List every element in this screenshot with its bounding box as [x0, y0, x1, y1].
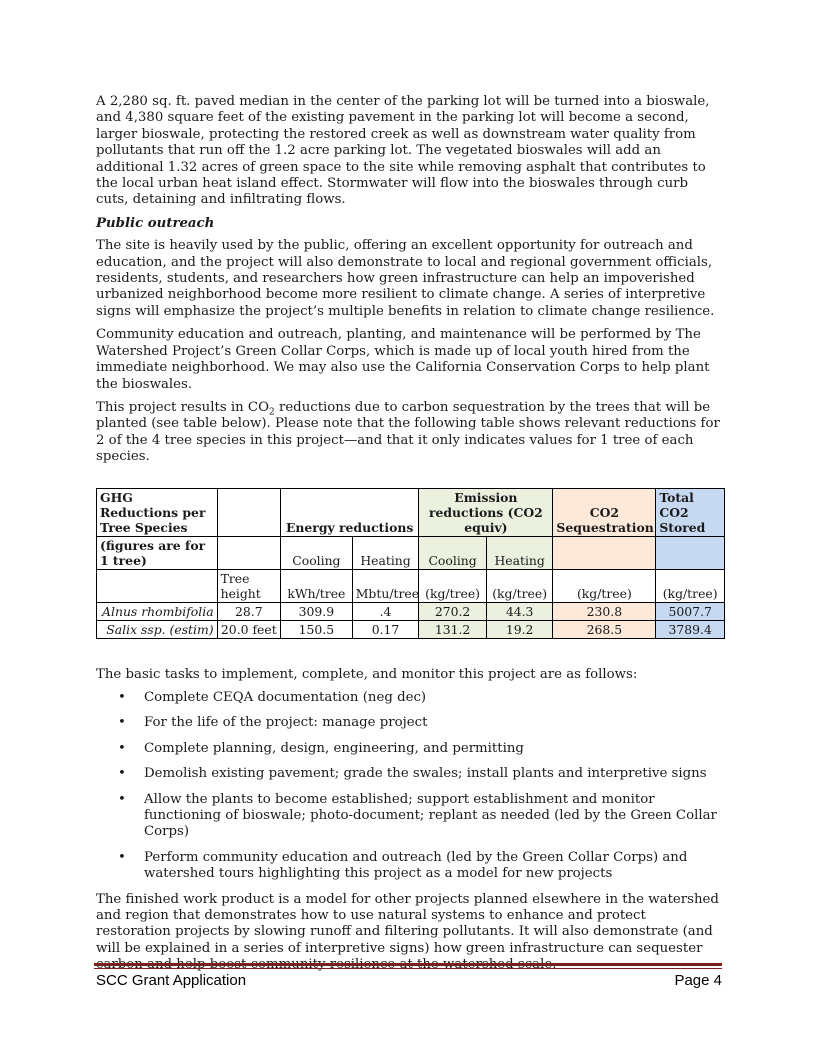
emission-cooling-value: 131.2	[419, 620, 487, 638]
paragraph-bioswale: A 2,280 sq. ft. paved median in the center of the parking lot will be turned into a bioswale, and 4,380 square feet of the existing pavement in the parking lot will become a second, larger bioswale, protecting the restored creek as well as downstream water quality from pollutants that run off the 1.2 acre parking lot. The vegetated bioswales will add an additional 1.32 acres of green space to the site while removing asphalt that contributes to the local urban heat island effect. Stormwater will flow into the bioswales through curb cuts, detaining and infiltrating flows.	[96, 94, 710, 208]
emission-heating-value: 44.3	[486, 602, 553, 620]
tree-height: 28.7	[217, 602, 280, 620]
list-item: • For the life of the project: manage project	[144, 715, 722, 731]
energy-cooling-value: 150.5	[281, 620, 353, 638]
header-empty	[217, 488, 280, 536]
header-empty	[553, 536, 656, 569]
species-name: Alnus rhombifolia	[97, 602, 218, 620]
emission-heating-value: 19.2	[486, 620, 553, 638]
sequestration-value: 230.8	[553, 602, 656, 620]
footer-rule	[94, 963, 722, 966]
footer-title: SCC Grant Application	[96, 972, 247, 989]
page-number: Page 4	[674, 972, 722, 989]
table-header-row	[97, 488, 725, 536]
sequestration-value: 268.5	[553, 620, 656, 638]
table-subheader-row	[97, 536, 725, 569]
species-name: Salix ssp. (estim)	[97, 620, 218, 638]
emission-cooling-value: 270.2	[419, 602, 487, 620]
header-emission: Emission reductions (CO2 equiv)	[419, 488, 553, 536]
list-item: • Demolish existing pavement; grade the swales; install plants and interpretive signs	[144, 766, 722, 782]
unit-kwh: kWh/tree	[281, 569, 353, 602]
table-units-row	[97, 569, 725, 602]
co2-subscript: 2	[269, 407, 275, 418]
page-footer	[96, 972, 722, 989]
paragraph-finished-product: The finished work product is a model for other projects planned elsewhere in the watershed and region that demonstrates how to use natural systems to enhance and protect restoration projects by slowing runoff and filtering pollutants. It will also demonstrate (and will be explained in a series of interpretive signs) how green infrastructure can sequester	[96, 891, 719, 956]
energy-cooling-value: 309.9	[281, 602, 353, 620]
total-stored-value: 5007.7	[656, 602, 725, 620]
header-empty	[217, 536, 280, 569]
heading-public-outreach: Public outreach	[96, 215, 215, 231]
unit-kg-total: (kg/tree)	[656, 569, 725, 602]
energy-heating-value: .4	[352, 602, 419, 620]
table-row	[97, 602, 725, 620]
header-emission-heating: Heating	[486, 536, 553, 569]
unit-kg-sequestration: (kg/tree)	[553, 569, 656, 602]
header-total: Total CO2 Stored	[656, 488, 725, 536]
header-sequestration: CO2 Sequestration	[553, 488, 656, 536]
ghg-reductions-table	[96, 488, 725, 639]
header-energy-cooling: Cooling	[281, 536, 353, 569]
unit-tree-height: Tree height	[217, 569, 280, 602]
header-energy: Energy reductions	[281, 488, 419, 536]
unit-kg-heating: (kg/tree)	[486, 569, 553, 602]
unit-mbtu: Mbtu/tree	[352, 569, 419, 602]
unit-kg-cooling: (kg/tree)	[419, 569, 487, 602]
header-emission-cooling: Cooling	[419, 536, 487, 569]
header-species: GHG Reductions per Tree Species	[97, 488, 218, 536]
energy-heating-value: 0.17	[352, 620, 419, 638]
header-energy-heating: Heating	[352, 536, 419, 569]
table-row	[97, 620, 725, 638]
header-empty	[656, 536, 725, 569]
paragraph-tasks-intro: The basic tasks to implement, complete, and monitor this project are as follows:	[96, 666, 638, 682]
document-page	[96, 94, 722, 981]
co2-text-a: This project results in CO	[96, 399, 269, 415]
task-list	[96, 690, 722, 883]
tree-height: 20.0 feet	[217, 620, 280, 638]
footer-rule	[94, 968, 722, 969]
header-note: (figures are for 1 tree)	[97, 536, 218, 569]
header-empty	[97, 569, 218, 602]
paragraph-outreach: The site is heavily used by the public, offering an excellent opportunity for outreach and education, and the project will also demonstrate to local and regional government officials, residents, students, and researchers how green infrastructure can help an impoverished urbanized neighborhood become more resilient to climate change. A series of interpretive signs will emphasize the project’s multiple benefits in relation to climate change resilience.	[96, 238, 715, 319]
paragraph-green-collar-corps: Community education and outreach, planting, and maintenance will be performed by The Watershed Project’s Green Collar Corps, which is made up of local youth hired from the immediate neighborhood. We may also use the California Conservation Corps to help plant the bioswales.	[96, 327, 710, 392]
list-item: • Complete planning, design, engineering, and permitting	[144, 741, 722, 757]
list-item: • Perform community education and outreach (led by the Green Collar Corps) and watershed tours highlighting this project as a model for new projects	[144, 850, 722, 883]
co2-text-b: reductions due to carbon sequestration by the trees that will be planted (see table below). Please note that the following table shows relevant reductions for 2 of the 4 tree species in this project—and that it only indicates values for 1 tree of each species.	[96, 399, 720, 465]
list-item: • Allow the plants to become established; support establishment and monitor functioning of bioswale; photo-document; replant as needed (led by the Green Collar Corps)	[144, 792, 722, 841]
total-stored-value: 3789.4	[656, 620, 725, 638]
list-item: • Complete CEQA documentation (neg dec)	[144, 690, 722, 706]
paragraph-co2-reductions	[96, 400, 722, 466]
